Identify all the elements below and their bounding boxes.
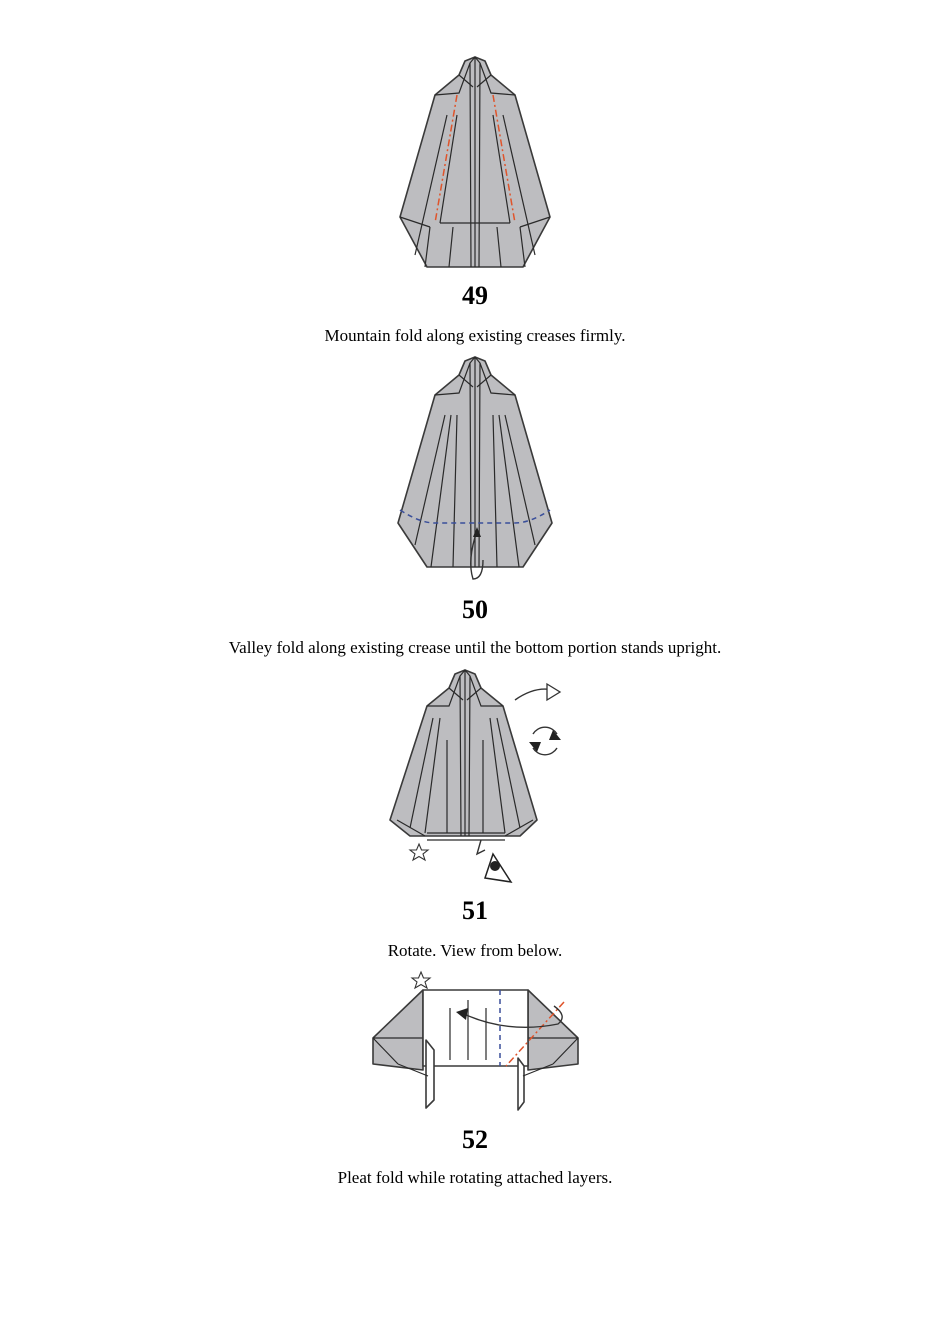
origami-model-52 xyxy=(373,990,578,1110)
step-52-diagram xyxy=(368,968,583,1118)
origami-model-51 xyxy=(390,670,537,840)
step-number: 49 xyxy=(462,281,488,310)
step-caption: Rotate. View from below. xyxy=(387,941,563,960)
star-reference-icon xyxy=(410,844,428,860)
step-caption: Valley fold along existing crease until the bottom portion stands upright. xyxy=(228,638,722,657)
star-reference-icon xyxy=(412,972,430,988)
step-49-diagram xyxy=(395,55,555,270)
step-caption: Mountain fold along existing creases firmly. xyxy=(324,326,626,345)
view-from-below-eye-icon xyxy=(477,840,511,882)
turn-over-arrow-icon xyxy=(515,684,560,700)
step-caption: Pleat fold while rotating attached layers. xyxy=(337,1168,613,1187)
rotate-icon xyxy=(529,727,561,755)
origami-model-49 xyxy=(400,57,550,267)
step-number: 51 xyxy=(462,896,488,925)
step-number: 52 xyxy=(462,1125,488,1154)
step-number: 50 xyxy=(462,595,488,624)
origami-model-50 xyxy=(398,357,552,579)
step-51-diagram xyxy=(385,668,575,888)
step-50-diagram xyxy=(395,355,555,585)
